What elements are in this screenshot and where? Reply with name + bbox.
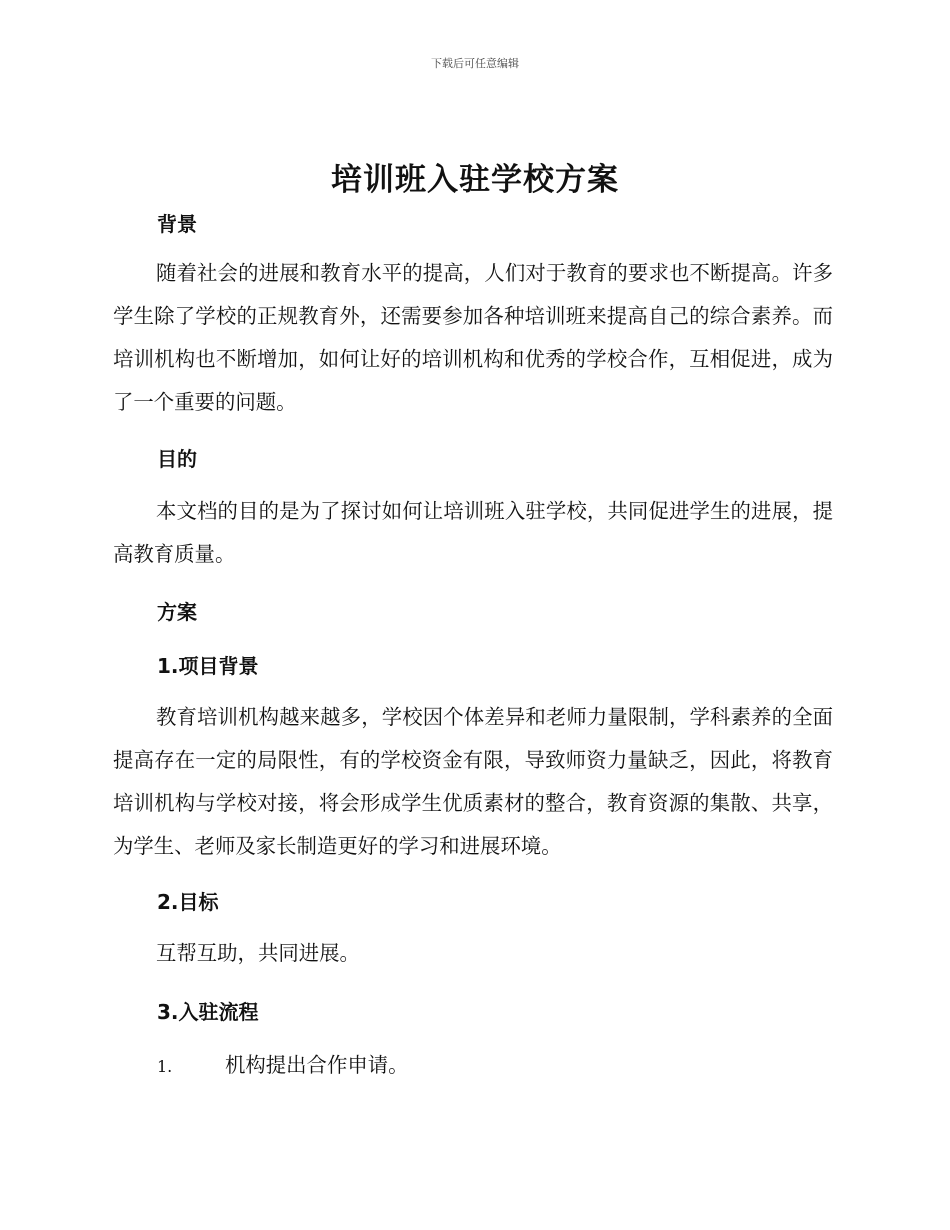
section-heading-purpose: 目的 xyxy=(157,447,197,471)
list-item-number: 1. xyxy=(157,1057,173,1076)
header-note: 下载后可任意编辑 xyxy=(431,57,519,70)
paragraph-background: 随着社会的进展和教育水平的提高，人们对于教育的要求也不断提高。许多学生除了学校的正规教育外，还需要参加各种培训班来提高自己的综合素养。而培训机构也不断增加，如何让好的培训机构和优秀的学校合作，互相促进，成为了一个重要的问题。 xyxy=(113,261,833,414)
paragraph-purpose: 本文档的目的是为了探讨如何让培训班入驻学校，共同促进学生的进展，提高教育质量。 xyxy=(113,499,833,566)
section-heading-process: 3.入驻流程 xyxy=(157,1000,259,1024)
list-item xyxy=(157,1050,409,1082)
document-title: 培训班入驻学校方案 xyxy=(331,162,619,198)
list-item-text: 机构提出合作申请。 xyxy=(225,1053,409,1077)
section-heading-background: 背景 xyxy=(157,212,197,236)
paragraph-goal: 互帮互助，共同进展。 xyxy=(156,941,360,965)
section-heading-goal: 2.目标 xyxy=(157,890,219,914)
paragraph-project-background: 教育培训机构越来越多，学校因个体差异和老师力量限制，学科素养的全面提高存在一定的局限性，有的学校资金有限，导致师资力量缺乏，因此，将教育培训机构与学校对接，将会形成学生优质素材的整合，教育资源的集散、共享，为学生、老师及家长制造更好的学习和进展环境。 xyxy=(113,705,833,858)
section-heading-project-background: 1.项目背景 xyxy=(157,654,259,678)
section-heading-plan: 方案 xyxy=(157,600,197,624)
